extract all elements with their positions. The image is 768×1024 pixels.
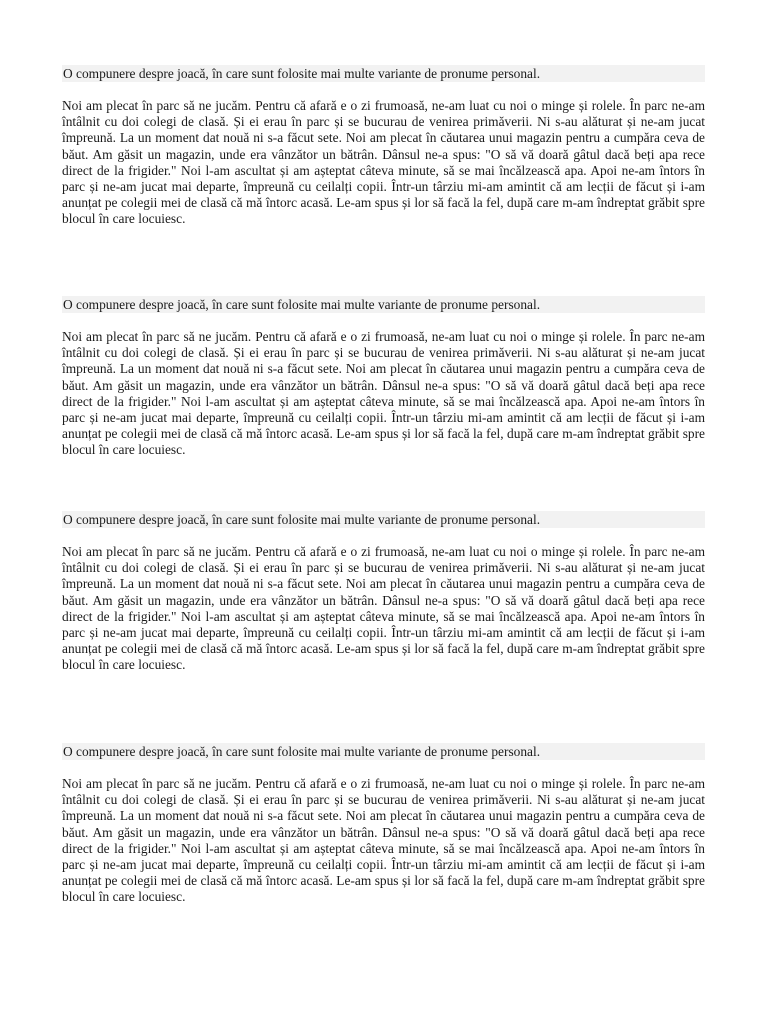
composition-section-3 — [62, 511, 705, 674]
section-body: Noi am plecat în parc să ne jucăm. Pentru că afară e o zi frumoasă, ne-am luat cu noi o minge și rolele. În parc ne-am întâlnit cu doi colegi de clasă. Și ei erau în parc și se bucurau de venirea primăverii. Ni s-au alăturat și ne-am jucat împreună. La un moment dat nouă ni s-a făcut sete. Noi am plecat în căutarea unui magazin pentru a cumpăra ceva de băut. Am găsit un magazin, unde era vânzător un bătrân. Dânsul ne-a spus: "O să vă doară gâtul dacă beți apa rece direct de la frigider." Noi l-am ascultat și am așteptat câteva minute, să se mai încălzească apa. Apoi ne-am întors în parc și ne-am jucat mai departe, împreună cu ceilalți copii. Într-un târziu mi-am amintit că am lecții de făcut și i-am anunțat pe colegii mei de clasă că mă întorc acasă. Le-am spus și lor să facă la fel, după care m-am îndreptat grăbit spre blocul în care locuiesc. — [62, 329, 705, 458]
section-body: Noi am plecat în parc să ne jucăm. Pentru că afară e o zi frumoasă, ne-am luat cu noi o minge și rolele. În parc ne-am întâlnit cu doi colegi de clasă. Și ei erau în parc și se bucurau de venirea primăverii. Ni s-au alăturat și ne-am jucat împreună. La un moment dat nouă ni s-a făcut sete. Noi am plecat în căutarea unui magazin pentru a cumpăra ceva de băut. Am găsit un magazin, unde era vânzător un bătrân. Dânsul ne-a spus: "O să vă doară gâtul dacă beți apa rece direct de la frigider." Noi l-am ascultat și am așteptat câteva minute, să se mai încălzească apa. Apoi ne-am întors în parc și ne-am jucat mai departe, împreună cu ceilalți copii. Într-un târziu mi-am amintit că am lecții de făcut și i-am anunțat pe colegii mei de clasă că mă întorc acasă. Le-am spus și lor să facă la fel, după care m-am îndreptat grăbit spre blocul în care locuiesc. — [62, 544, 705, 673]
section-heading: O compunere despre joacă, în care sunt folosite mai multe variante de pronume personal. — [62, 65, 705, 82]
section-heading: O compunere despre joacă, în care sunt folosite mai multe variante de pronume personal. — [62, 743, 705, 760]
composition-section-1 — [62, 65, 705, 228]
section-body: Noi am plecat în parc să ne jucăm. Pentru că afară e o zi frumoasă, ne-am luat cu noi o minge și rolele. În parc ne-am întâlnit cu doi colegi de clasă. Și ei erau în parc și se bucurau de venirea primăverii. Ni s-au alăturat și ne-am jucat împreună. La un moment dat nouă ni s-a făcut sete. Noi am plecat în căutarea unui magazin pentru a cumpăra ceva de băut. Am găsit un magazin, unde era vânzător un bătrân. Dânsul ne-a spus: "O să vă doară gâtul dacă beți apa rece direct de la frigider." Noi l-am ascultat și am așteptat câteva minute, să se mai încălzească apa. Apoi ne-am întors în parc și ne-am jucat mai departe, împreună cu ceilalți copii. Într-un târziu mi-am amintit că am lecții de făcut și i-am anunțat pe colegii mei de clasă că mă întorc acasă. Le-am spus și lor să facă la fel, după care m-am îndreptat grăbit spre blocul în care locuiesc. — [62, 776, 705, 905]
composition-section-4 — [62, 743, 705, 906]
section-heading: O compunere despre joacă, în care sunt folosite mai multe variante de pronume personal. — [62, 296, 705, 313]
section-heading: O compunere despre joacă, în care sunt folosite mai multe variante de pronume personal. — [62, 511, 705, 528]
composition-section-2 — [62, 296, 705, 459]
section-body: Noi am plecat în parc să ne jucăm. Pentru că afară e o zi frumoasă, ne-am luat cu noi o minge și rolele. În parc ne-am întâlnit cu doi colegi de clasă. Și ei erau în parc și se bucurau de venirea primăverii. Ni s-au alăturat și ne-am jucat împreună. La un moment dat nouă ni s-a făcut sete. Noi am plecat în căutarea unui magazin pentru a cumpăra ceva de băut. Am găsit un magazin, unde era vânzător un bătrân. Dânsul ne-a spus: "O să vă doară gâtul dacă beți apa rece direct de la frigider." Noi l-am ascultat și am așteptat câteva minute, să se mai încălzească apa. Apoi ne-am întors în parc și ne-am jucat mai departe, împreună cu ceilalți copii. Într-un târziu mi-am amintit că am lecții de făcut și i-am anunțat pe colegii mei de clasă că mă întorc acasă. Le-am spus și lor să facă la fel, după care m-am îndreptat grăbit spre blocul în care locuiesc. — [62, 98, 705, 227]
